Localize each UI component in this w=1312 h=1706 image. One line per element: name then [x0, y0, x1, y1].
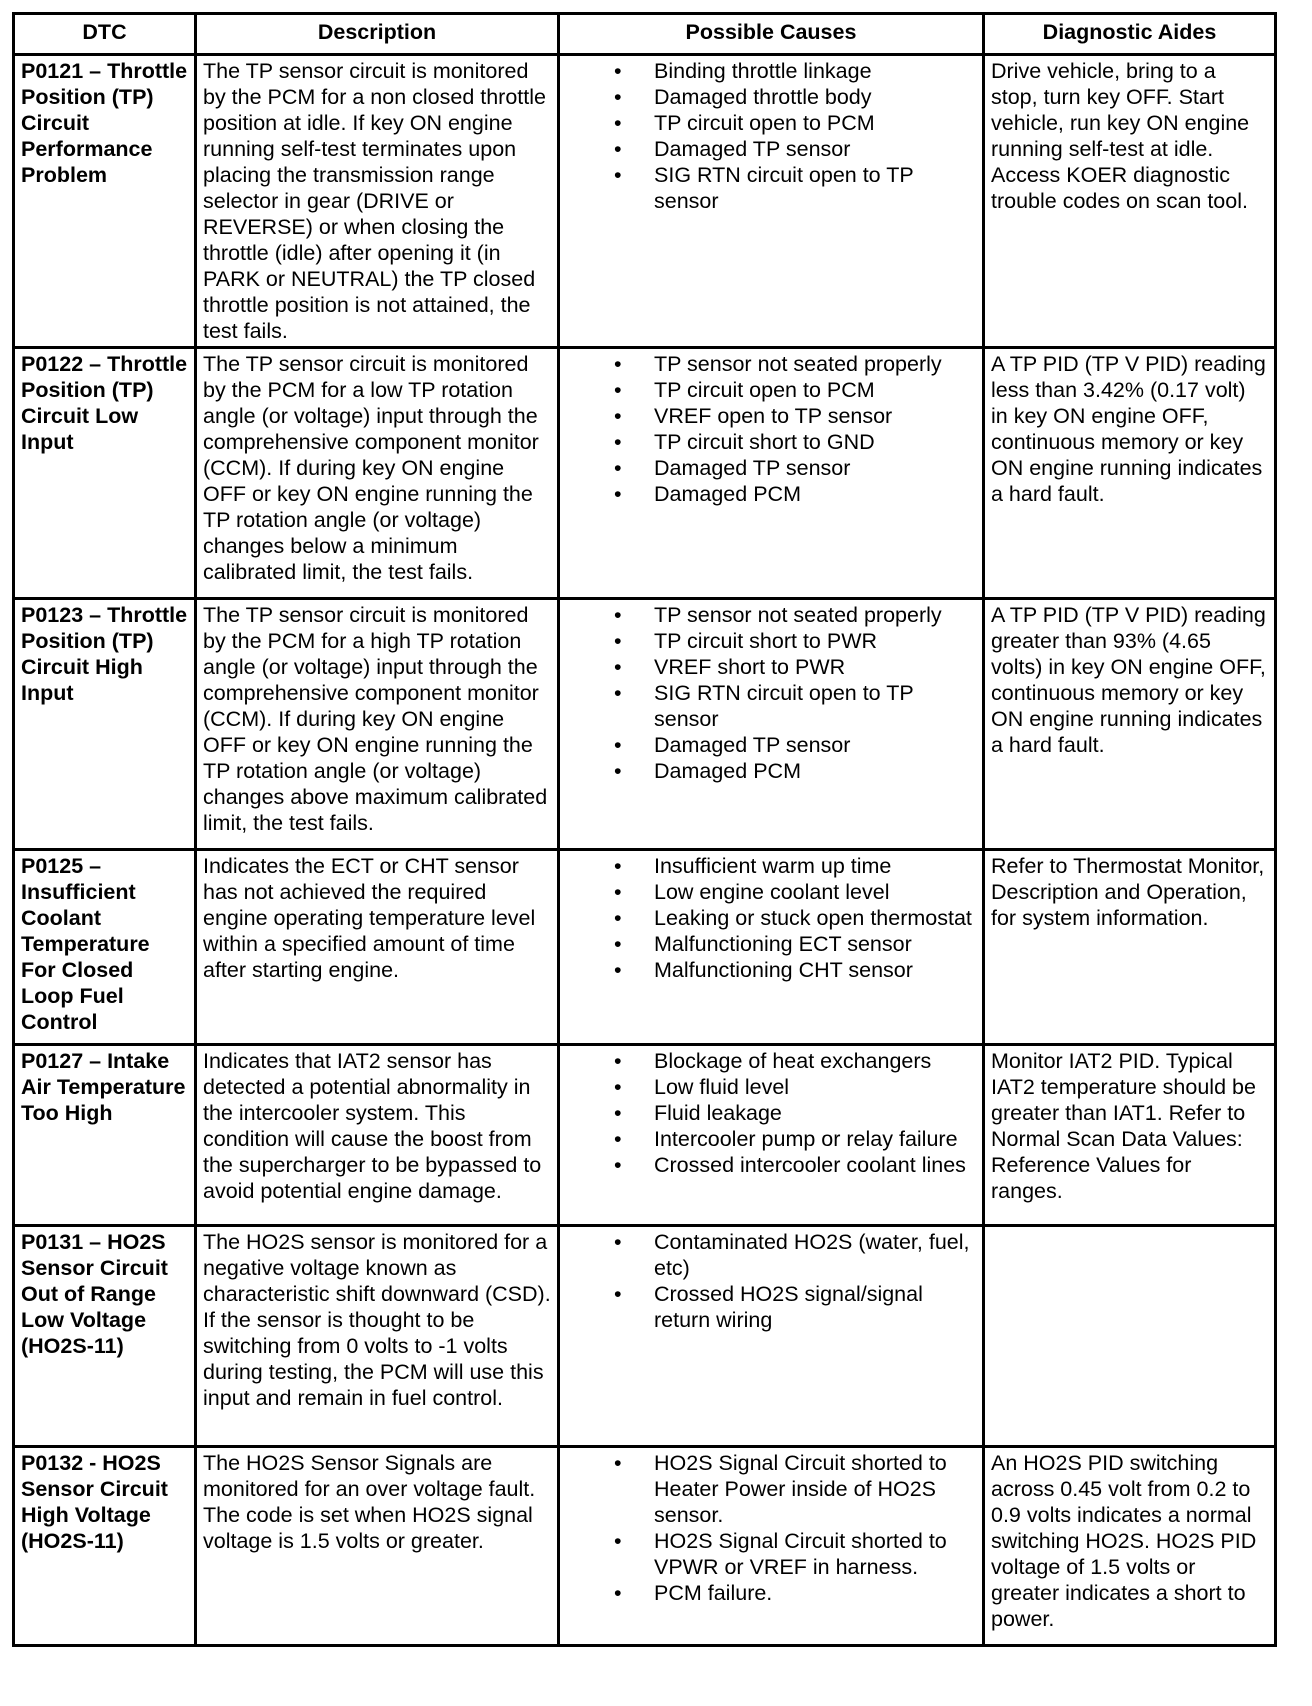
cause-item: • Damaged TP sensor [654, 455, 976, 481]
causes-list [566, 351, 976, 507]
dtc-description: Indicates the ECT or CHT sensor has not achieved the required engine operating temperature level within a specified amount of time after starting engine. [196, 850, 559, 1045]
cause-item: • Binding throttle linkage [654, 58, 976, 84]
table-row [14, 55, 1276, 348]
dtc-code: P0127 – Intake Air Temperature Too High [14, 1045, 196, 1226]
causes-list [566, 1450, 976, 1606]
header-dtc: DTC [14, 14, 196, 55]
cause-item: • Damaged throttle body [654, 84, 976, 110]
possible-causes [559, 55, 984, 348]
cause-item: • Damaged TP sensor [654, 136, 976, 162]
cause-item: • Crossed intercooler coolant lines [654, 1152, 976, 1178]
cause-item: • Low fluid level [654, 1074, 976, 1100]
dtc-description: The HO2S sensor is monitored for a negative voltage known as characteristic shift downward (CSD). If the sensor is thought to be switching from 0 volts to -1 volts during testing, the PCM will use this input and remain in fuel control. [196, 1226, 559, 1447]
possible-causes [559, 850, 984, 1045]
cause-item: • Low engine coolant level [654, 879, 976, 905]
dtc-code: P0131 – HO2S Sensor Circuit Out of Range Low Voltage (HO2S-11) [14, 1226, 196, 1447]
dtc-table [12, 12, 1277, 1647]
cause-item: • Intercooler pump or relay failure [654, 1126, 976, 1152]
possible-causes [559, 348, 984, 599]
table-row [14, 1045, 1276, 1226]
dtc-description: Indicates that IAT2 sensor has detected a potential abnormality in the intercooler system. This condition will cause the boost from the supercharger to be bypassed to avoid potential engine damage. [196, 1045, 559, 1226]
dtc-code: P0121 – Throttle Position (TP) Circuit Performance Problem [14, 55, 196, 348]
table-row [14, 348, 1276, 599]
causes-list [566, 1229, 976, 1333]
dtc-document [12, 12, 1274, 1647]
table-row [14, 1447, 1276, 1646]
cause-item: • HO2S Signal Circuit shorted to VPWR or VREF in harness. [654, 1528, 976, 1580]
dtc-description: The TP sensor circuit is monitored by the PCM for a non closed throttle position at idle. If key ON engine running self-test terminates upon placing the transmission range selector in gear (DRIVE or REVERSE) or when closing the throttle (idle) after opening it (in PARK or NEUTRAL) the TP closed throttle position is not attained, the test fails. [196, 55, 559, 348]
cause-item: • TP sensor not seated properly [654, 602, 976, 628]
dtc-code: P0123 – Throttle Position (TP) Circuit High Input [14, 599, 196, 850]
dtc-code: P0125 – Insufficient Coolant Temperature For Closed Loop Fuel Control [14, 850, 196, 1045]
causes-list [566, 853, 976, 983]
cause-item: • Malfunctioning ECT sensor [654, 931, 976, 957]
header-description: Description [196, 14, 559, 55]
cause-item: • Damaged TP sensor [654, 732, 976, 758]
diagnostic-aides [984, 1226, 1276, 1447]
cause-item: • Insufficient warm up time [654, 853, 976, 879]
diagnostic-aides: An HO2S PID switching across 0.45 volt from 0.2 to 0.9 volts indicates a normal switching HO2S. HO2S PID voltage of 1.5 volts or greater indicates a short to power. [984, 1447, 1276, 1646]
cause-item: • HO2S Signal Circuit shorted to Heater Power inside of HO2S sensor. [654, 1450, 976, 1528]
cause-item: • TP circuit open to PCM [654, 110, 976, 136]
causes-list [566, 1048, 976, 1178]
possible-causes [559, 1447, 984, 1646]
cause-item: • TP circuit short to GND [654, 429, 976, 455]
dtc-code: P0132 - HO2S Sensor Circuit High Voltage (HO2S-11) [14, 1447, 196, 1646]
possible-causes [559, 1226, 984, 1447]
cause-item: • Damaged PCM [654, 481, 976, 507]
table-row [14, 850, 1276, 1045]
header-row [14, 14, 1276, 55]
causes-list [566, 602, 976, 784]
cause-item: • PCM failure. [654, 1580, 976, 1606]
diagnostic-aides: Drive vehicle, bring to a stop, turn key OFF. Start vehicle, run key ON engine running self-test at idle. Access KOER diagnostic trouble codes on scan tool. [984, 55, 1276, 348]
dtc-description: The HO2S Sensor Signals are monitored for an over voltage fault. The code is set when HO2S signal voltage is 1.5 volts or greater. [196, 1447, 559, 1646]
cause-item: • TP circuit short to PWR [654, 628, 976, 654]
cause-item: • Damaged PCM [654, 758, 976, 784]
cause-item: • SIG RTN circuit open to TP sensor [654, 162, 976, 214]
diagnostic-aides: Refer to Thermostat Monitor, Description and Operation, for system information. [984, 850, 1276, 1045]
cause-item: • Malfunctioning CHT sensor [654, 957, 976, 983]
cause-item: • Blockage of heat exchangers [654, 1048, 976, 1074]
cause-item: • TP sensor not seated properly [654, 351, 976, 377]
causes-list [566, 58, 976, 214]
table-row [14, 1226, 1276, 1447]
cause-item: • VREF short to PWR [654, 654, 976, 680]
dtc-code: P0122 – Throttle Position (TP) Circuit Low Input [14, 348, 196, 599]
dtc-description: The TP sensor circuit is monitored by the PCM for a low TP rotation angle (or voltage) input through the comprehensive component monitor (CCM). If during key ON engine OFF or key ON engine running the TP rotation angle (or voltage) changes below a minimum calibrated limit, the test fails. [196, 348, 559, 599]
possible-causes [559, 599, 984, 850]
header-possible-causes: Possible Causes [559, 14, 984, 55]
table-row [14, 599, 1276, 850]
cause-item: • Fluid leakage [654, 1100, 976, 1126]
diagnostic-aides: A TP PID (TP V PID) reading greater than 93% (4.65 volts) in key ON engine OFF, continuous memory or key ON engine running indicates a hard fault. [984, 599, 1276, 850]
cause-item: • SIG RTN circuit open to TP sensor [654, 680, 976, 732]
cause-item: • Leaking or stuck open thermostat [654, 905, 976, 931]
cause-item: • Contaminated HO2S (water, fuel, etc) [654, 1229, 976, 1281]
diagnostic-aides: Monitor IAT2 PID. Typical IAT2 temperature should be greater than IAT1. Refer to Normal Scan Data Values: Reference Values for ranges. [984, 1045, 1276, 1226]
cause-item: • Crossed HO2S signal/signal return wiring [654, 1281, 976, 1333]
header-diagnostic-aides: Diagnostic Aides [984, 14, 1276, 55]
cause-item: • TP circuit open to PCM [654, 377, 976, 403]
cause-item: • VREF open to TP sensor [654, 403, 976, 429]
diagnostic-aides: A TP PID (TP V PID) reading less than 3.42% (0.17 volt) in key ON engine OFF, continuous memory or key ON engine running indicates a hard fault. [984, 348, 1276, 599]
dtc-description: The TP sensor circuit is monitored by the PCM for a high TP rotation angle (or voltage) input through the comprehensive component monitor (CCM). If during key ON engine OFF or key ON engine running the TP rotation angle (or voltage) changes above maximum calibrated limit, the test fails. [196, 599, 559, 850]
possible-causes [559, 1045, 984, 1226]
